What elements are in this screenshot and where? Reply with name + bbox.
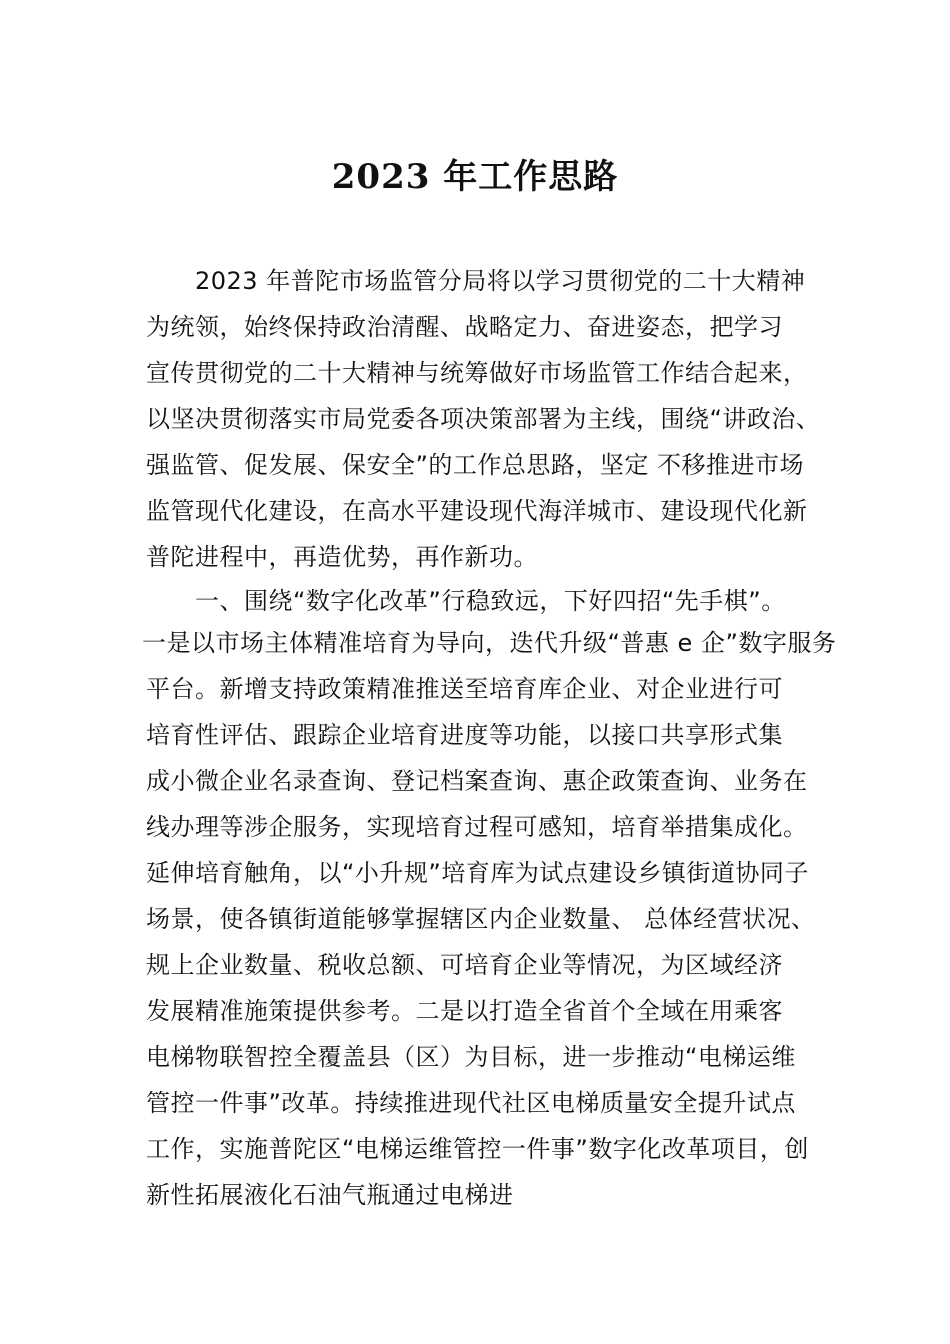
paragraph-line: 成小微企业名录查询、登记档案查询、惠企政策查询、业务在	[146, 767, 808, 795]
paragraph-line: 2023 年普陀市场监管分局将以学习贯彻党的二十大精神	[195, 267, 806, 295]
paragraph-line: 管控一件事”改革。持续推进现代社区电梯质量安全提升试点	[146, 1089, 796, 1117]
paragraph-line: 以坚决贯彻落实市局党委各项决策部署为主线，围绕“讲政治、	[146, 405, 821, 433]
paragraph-line: 宣传贯彻党的二十大精神与统筹做好市场监管工作结合起来，	[146, 359, 808, 387]
paragraph-line: 强监管、促发展、保安全”的工作总思路，坚定 不移推进市场	[146, 451, 805, 479]
paragraph-line: 监管现代化建设，在高水平建设现代海洋城市、建设现代化新	[146, 497, 808, 525]
paragraph-line: 电梯物联智控全覆盖县（区）为目标，进一步推动“电梯运维	[146, 1043, 796, 1071]
section-heading-line: 一、围绕“数字化改革”行稳致远，下好四招“先手棋”。	[195, 587, 786, 615]
paragraph-line: 线办理等涉企服务，实现培育过程可感知，培育举措集成化。	[146, 813, 808, 841]
paragraph-line: 规上企业数量、税收总额、可培育企业等情况，为区域经济	[146, 951, 783, 979]
paragraph-line: 新性拓展液化石油气瓶通过电梯进	[146, 1181, 514, 1209]
paragraph-line: 场景，使各镇街道能够掌握辖区内企业数量、 总体经营状况、	[146, 905, 816, 933]
paragraph-line: 延伸培育触角，以“小升规”培育库为试点建设乡镇街道协同子	[146, 859, 809, 887]
paragraph-line: 一是以市场主体精准培育为导向，迭代升级“普惠 e 企”数字服务	[142, 629, 837, 657]
paragraph-line: 培育性评估、跟踪企业培育进度等功能，以接口共享形式集	[146, 721, 783, 749]
document-title: 2023 年工作思路	[331, 157, 619, 197]
paragraph-line: 工作，实施普陀区“电梯运维管控一件事”数字化改革项目，创	[146, 1135, 809, 1163]
paragraph-line: 平台。新增支持政策精准推送至培育库企业、对企业进行可	[146, 675, 783, 703]
paragraph-line: 发展精准施策提供参考。二是以打造全省首个全域在用乘客	[146, 997, 783, 1025]
paragraph-line: 普陀进程中，再造优势，再作新功。	[146, 543, 538, 571]
paragraph-line: 为统领，始终保持政治清醒、战略定力、奋进姿态，把学习	[146, 313, 783, 341]
